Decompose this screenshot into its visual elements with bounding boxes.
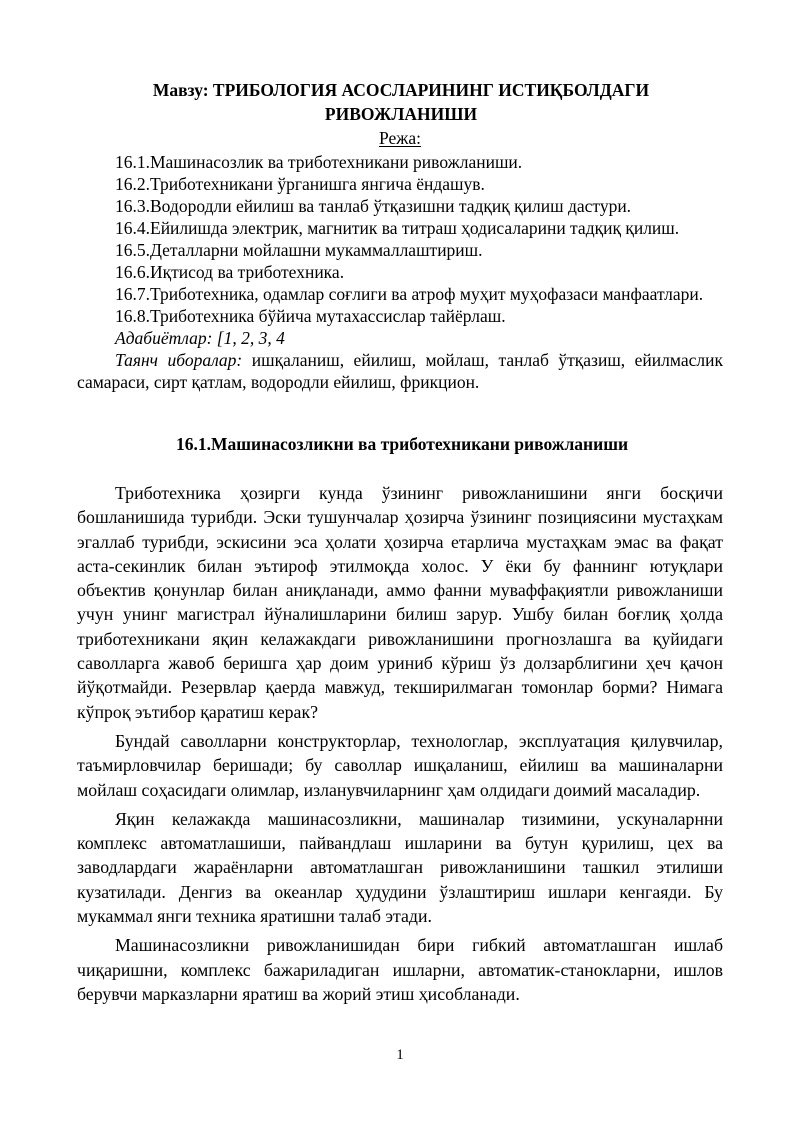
body-paragraph-2: Бундай саволларни конструкторлар, технологлар, эксплуатация қилувчилар, таъмирловчилар беришади; бу саволлар ишқаланиш, ейилиш ва машиналарни мойлаш соҳасидаги олимлар, изланувчиларнинг ҳам олдидаги доимий масаладир. [77,730,723,800]
section-heading: 16.1.Машинасозликни ва триботехникани ривожланиши [176,434,629,454]
plan-heading [0,128,800,148]
topic-title-line-1: Мавзу: ТРИБОЛОГИЯ АСОСЛАРИНИНГ ИСТИҚБОЛДАГИ [152,80,650,100]
keywords-label: Таянч иборалар: [115,350,243,370]
keywords-line [77,349,723,393]
plan-item-4: 16.4.Ейилишда электрик, магнитик ва титраш ҳодисаларини тадқиқ қилиш. [115,218,680,238]
plan-item-7: 16.7.Триботехника, одамлар соғлиги ва атроф муҳит муҳофазаси манфаатлари. [115,284,704,304]
plan-item-3: 16.3.Водородли ейилиш ва танлаб ўтқазишни тадқиқ қилиш дастури. [115,196,632,216]
body-paragraph-1: Триботехника ҳозирги кунда ўзининг ривожланишини янги босқичи бошланишида турибди. Эски тушунчалар ҳозирча ўзининг позициясини мустаҳкам эгаллаб турибди, эскисини эса ҳолати ҳозирча етарлича мустаҳкам эмас ва фақат аста-секинлик билан эътироф этилмоқда холос. У ёки бу фаннинг ютуқлари объектив қонунлар билан аниқланади, аммо фанни муваффақиятли ривожланиши учун унинг магистрал йўналишларини билиш зарур. Ушбу билан боғлиқ ҳолда триботехникани яқин келажакдаги ривожланишини прогнозлашга ва қуйидаги саволларга жавоб беришга ҳар доим уриниб кўриш ўз долзарблигини ҳеч қачон йўқотмайди. Резервлар қаерда мавжуд, текширилмаган томонлар борми? Нимага кўпроқ эътибор қаратиш керак? [77,483,723,722]
page-number: 1 [396,1047,404,1063]
topic-title [76,78,726,126]
plan-item-2: 16.2.Триботехникани ўрганишга янгича ёндашув. [115,174,485,194]
topic-title-line-2: РИВОЖЛАНИШИ [324,104,478,124]
body-paragraph-4: Машинасозликни ривожланишидан бири гибкий автоматлашган ишлаб чиқаришни, комплекс бажариладиган ишларни, автоматик-станокларни, ишлов берувчи марказларни яратиш ва жорий этиш ҳисобланади. [77,935,723,1004]
plan-heading-text: Режа: [379,128,421,148]
plan-item-6: 16.6.Иқтисод ва триботехника. [115,262,345,282]
plan-item-5: 16.5.Деталларни мойлашни мукаммаллаштириш. [115,240,483,260]
plan-list [77,151,723,393]
body-paragraph-3: Яқин келажакда машинасозликни, машиналар тизимини, ускуналарнни комплекс автоматлашиши, пайвандлаш ишларини ва бутун қурилиш, цех ва заводлардаги жараёнларни автоматлашган ривожланишини ташкил этилиши кузатилади. Денгиз ва океанлар ҳудудини ўзлаштириш ишлари кенгаяди. Бу мукаммал янги техника яратишни талаб этади. [77,808,723,927]
keywords-text: ишқаланиш, ейилиш, мойлаш, танлаб ўтқазиш, ейилмаслик самараси, сирт қатлам, водородли ейилиш, фрикцион. [77,350,723,392]
plan-item-8: 16.8.Триботехника бўйича мутахассислар тайёрлаш. [115,306,506,326]
literature-line: Адабиётлар: [1, 2, 3, 4 [115,328,285,348]
plan-item-1: 16.1.Машинасозлик ва триботехникани ривожланиши. [115,152,523,172]
section-body [77,481,723,1011]
